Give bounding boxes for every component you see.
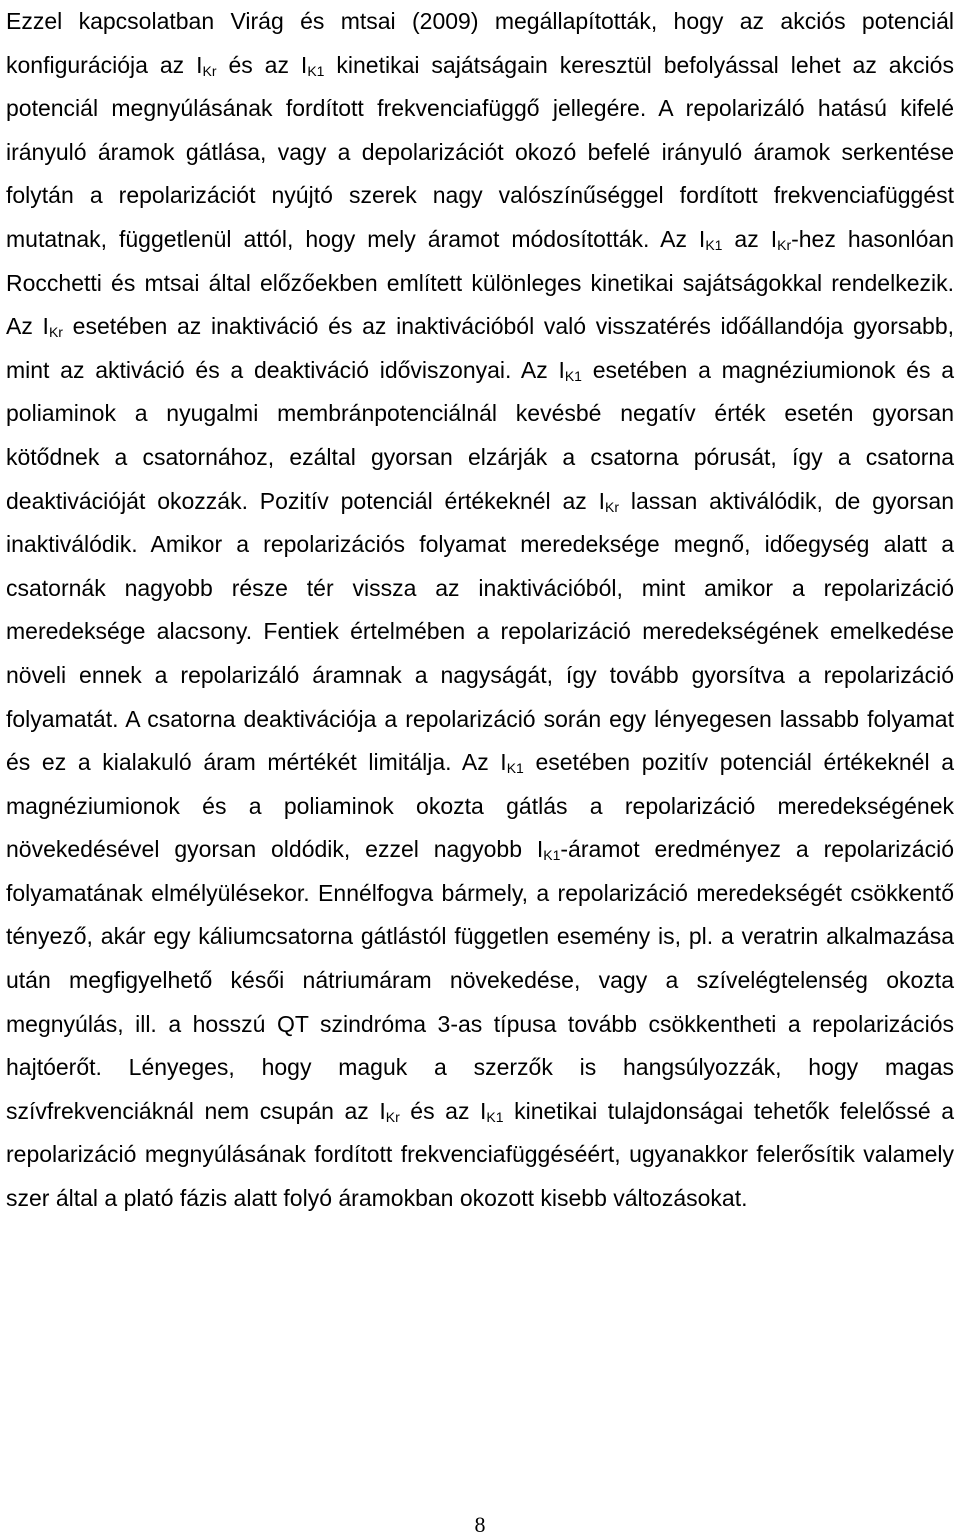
subscript-text: K1	[705, 236, 723, 253]
text-run: esetében a magnéziumionok és a poliaminok a nyugalmi membránpotenciálnál kevésbé negatív érték esetén gyorsan kötődnek a csatornához, ezáltal gyorsan elzárják a csatorna pórusát, így a csatorna deaktivációját okozzák. Pozitív potenciál értékeknél az I	[6, 356, 954, 514]
text-run: lassan aktiválódik, de gyorsan inaktiválódik. Amikor a repolarizációs folyamat meredeksége megnő, időegység alatt a csatornák nagyobb része tér vissza az inaktivációból, mint amikor a repolarizáció meredeksége alacsony. Fentiek értelmében a repolarizáció meredekségének emelkedése növeli ennek a repolarizáló áramnak a nagyságát, így tovább gyorsítva a repolarizáció folyamatát. A csatorna deaktivációja a repolarizáció során egy lényegesen lassabb folyamat és ez a kialakuló áram mértékét limitálja. Az I	[6, 487, 954, 776]
text-run: Ezzel kapcsolatban Virág és mtsai (2009) megállapították, hogy az akciós potenciál konfigurációja az I	[6, 8, 954, 78]
subscript-text: K1	[307, 62, 325, 79]
subscript-text: K1	[506, 760, 524, 777]
subscript-text: Kr	[777, 236, 792, 253]
text-run: kinetikai tulajdonságai tehetők felelőssé a repolarizáció megnyúlásának fordított frekvenciafüggéséért, ugyanakkor felerősítik valamely szer által a plató fázis alatt folyó áramokban okozott kisebb változásokat.	[6, 1097, 954, 1212]
body-paragraph	[6, 0, 954, 1221]
text-run: esetében az inaktiváció és az inaktivációból való visszatérés időállandója gyorsabb, mint az aktiváció és a deaktiváció időviszonyai. Az I	[6, 313, 955, 383]
text-run: -áramot eredményez a repolarizáció folyamatának elmélyülésekor. Ennélfogva bármely, a repolarizáció meredekségét csökkentő tényező, akár egy káliumcsatorna gátlástól független esemény is, pl. a veratrin alkalmazása után megfigyelhető késői nátriumáram növekedése, vagy a szívelégtelenség okozta megnyúlás, ill. a hosszú QT szindróma 3-as típusa tovább csökkentheti a repolarizációs hajtóerőt. Lényeges, hogy maguk a szerzők is hangsúlyozzák, hogy magas szívfrekvenciáknál nem csupán az I	[6, 836, 954, 1124]
text-run: és az I	[216, 51, 308, 78]
subscript-text: Kr	[202, 62, 217, 79]
subscript-text: K1	[564, 367, 582, 384]
text-run: az I	[722, 225, 778, 252]
page-number: 8	[474, 1512, 486, 1537]
document-page	[6, 0, 954, 1221]
subscript-text: K1	[543, 847, 561, 864]
text-run: és az I	[399, 1097, 487, 1124]
text-run: esetében pozitív potenciál értékeknél a magnéziumionok és a poliaminok okozta gátlás a repolarizáció meredekségének növekedésével gyorsan oldódik, ezzel nagyobb I	[6, 749, 954, 863]
text-run: -hez hasonlóan Rocchetti és mtsai által előzőekben említett különleges kinetikai sajátságokkal rendelkezik. Az I	[6, 225, 954, 340]
subscript-text: Kr	[605, 498, 619, 515]
subscript-text: K1	[486, 1108, 504, 1125]
text-run: kinetikai sajátságain keresztül befolyással lehet az akciós potenciál megnyúlásának fordított frekvenciafüggő jellegére. A repolarizáló hatású kifelé irányuló áramok gátlása, vagy a depolarizációt okozó befelé irányuló áramok serkentése folytán a repolarizációt nyújtó szerek nagy valószínűséggel fordított frekvenciafüggést mutatnak, függetlenül attól, hogy mely áramot módosították. Az I	[6, 51, 954, 252]
subscript-text: Kr	[48, 324, 63, 341]
subscript-text: Kr	[385, 1108, 400, 1125]
